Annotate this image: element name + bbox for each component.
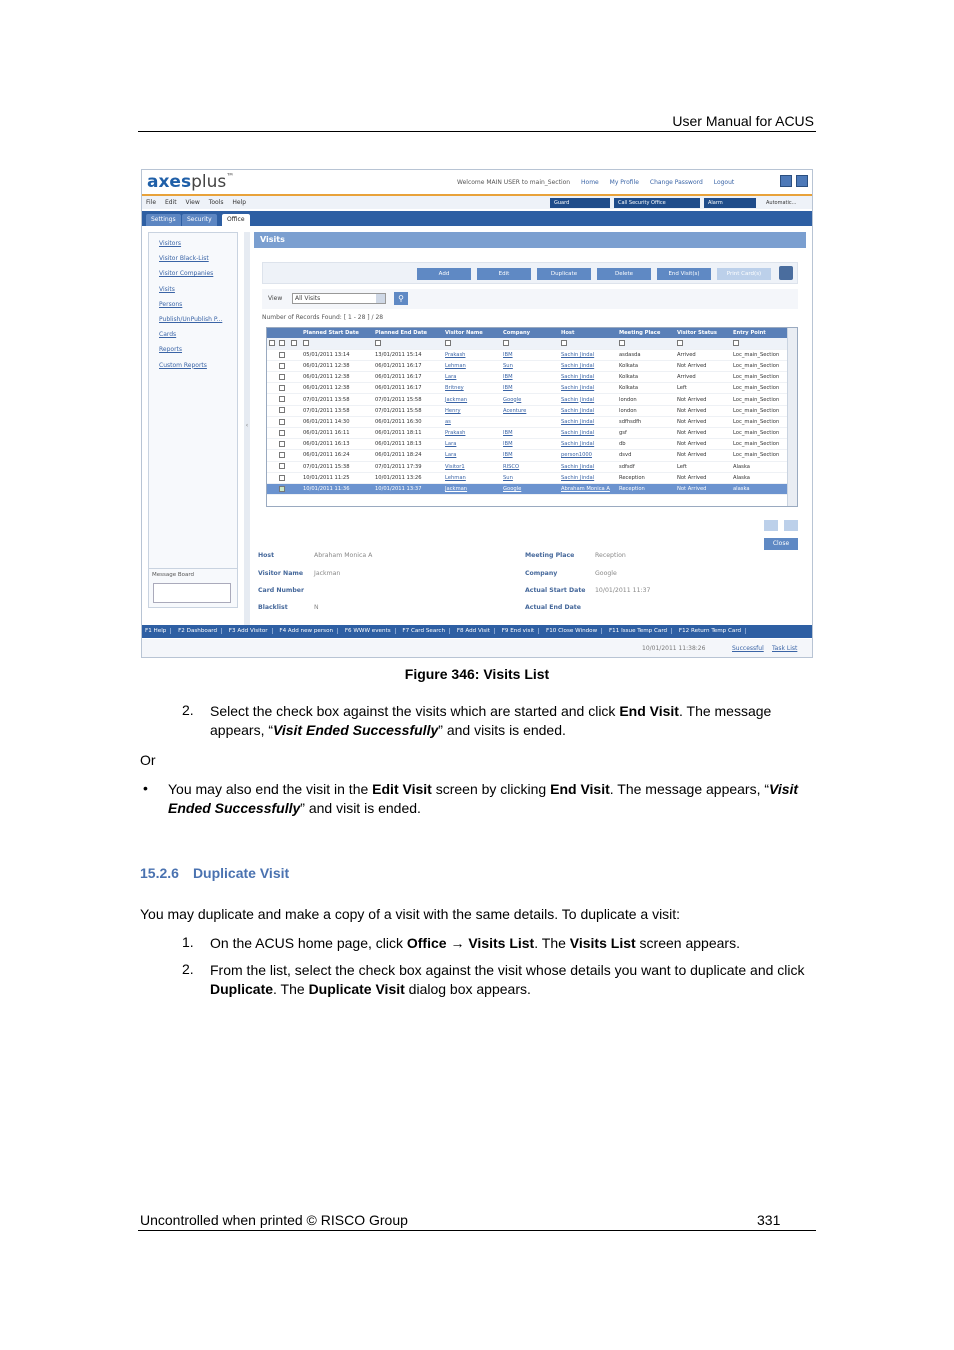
table-cell[interactable]: IBM xyxy=(501,383,559,394)
automatic-button[interactable]: Automatic... xyxy=(762,198,810,208)
table-cell: 06/01/2011 16:17 xyxy=(373,383,443,394)
filter-checkbox[interactable] xyxy=(445,340,451,346)
row-gutter-cell xyxy=(267,483,277,494)
detail-start: Actual Start Date 10/01/2011 11:37 xyxy=(525,587,651,594)
table-cell: Loc_main_Section xyxy=(731,405,787,416)
fkey-f4[interactable]: F4 Add new person xyxy=(279,628,338,634)
table-cell[interactable]: Sachin Jindal xyxy=(559,461,617,472)
table-row[interactable] xyxy=(267,483,787,494)
row-checkbox-cell xyxy=(277,394,289,405)
tab-security[interactable]: Security xyxy=(182,214,217,226)
table-cell: db xyxy=(617,439,675,450)
table-cell[interactable]: Lehman xyxy=(443,472,501,483)
fkey-f10[interactable]: F10 Close Window xyxy=(546,628,602,634)
detail-visitor: Visitor Name Jackman xyxy=(258,570,341,577)
row-gutter-cell xyxy=(289,416,301,427)
table-cell: Kolkata xyxy=(617,383,675,394)
row-checkbox-cell xyxy=(277,483,289,494)
detail-host: Host Abraham Monica A xyxy=(258,552,373,559)
table-cell[interactable]: IBM xyxy=(501,450,559,461)
table-cell: Arrived xyxy=(675,349,731,360)
table-cell[interactable]: Sachin Jindal xyxy=(559,349,617,360)
step-number: 2. xyxy=(182,961,194,977)
row-gutter-cell xyxy=(289,428,301,439)
row-gutter-cell xyxy=(267,472,277,483)
fkey-f6[interactable]: F6 WWW events xyxy=(345,628,396,634)
table-cell: Not Arrived xyxy=(675,450,731,461)
col-planned-start[interactable]: Planned Start Date xyxy=(301,328,373,338)
row-checkbox[interactable] xyxy=(279,396,285,402)
table-cell: 10/01/2011 11:36 xyxy=(301,483,373,494)
table-cell[interactable]: Google xyxy=(501,394,559,405)
row-checkbox-cell xyxy=(277,383,289,394)
table-cell: Loc_main_Section xyxy=(731,439,787,450)
sidebar-item-cards[interactable]: Cards xyxy=(159,331,177,339)
row-checkbox[interactable] xyxy=(279,419,285,425)
table-row[interactable] xyxy=(267,360,787,371)
table-cell[interactable]: Sachin Jindal xyxy=(559,360,617,371)
sidebar-item-visitors[interactable]: Visitors xyxy=(159,240,182,247)
table-cell: Reception xyxy=(617,472,675,483)
table-cell: 06/01/2011 12:38 xyxy=(301,372,373,383)
figure-caption: Figure 346: Visits List xyxy=(404,666,550,682)
row-gutter-cell xyxy=(289,405,301,416)
row-checkbox[interactable] xyxy=(279,430,285,436)
table-cell: 05/01/2011 13:14 xyxy=(301,349,373,360)
table-cell[interactable]: Sachin Jindal xyxy=(559,439,617,450)
sidebar-splitter[interactable]: ‹ xyxy=(244,232,250,632)
table-cell: 06/01/2011 16:11 xyxy=(301,428,373,439)
call-security-button[interactable]: Call Security Office xyxy=(614,198,700,208)
next-page-icon[interactable] xyxy=(784,520,798,531)
table-cell: 07/01/2011 15:38 xyxy=(301,461,373,472)
row-gutter-cell xyxy=(289,472,301,483)
task-list-link[interactable]: Task List xyxy=(772,645,798,652)
col-company[interactable]: Company xyxy=(501,328,559,338)
sidebar-item-publish[interactable]: Publish/UnPublish P... xyxy=(159,315,223,323)
sidebar-item-visitor-companies[interactable]: Visitor Companies xyxy=(159,270,214,278)
table-cell[interactable]: Sachin Jindal xyxy=(559,372,617,383)
menu-edit[interactable]: Edit xyxy=(164,199,177,206)
table-cell: Kolkata xyxy=(617,372,675,383)
menu-file[interactable]: File xyxy=(146,199,157,206)
fkey-f2[interactable]: F2 Dashboard xyxy=(178,628,222,634)
table-cell[interactable]: Sachin Jindal xyxy=(559,394,617,405)
table-cell: 06/01/2011 18:11 xyxy=(373,428,443,439)
row-checkbox[interactable] xyxy=(279,407,285,413)
table-row[interactable] xyxy=(267,461,787,472)
filter-checkbox[interactable] xyxy=(279,340,285,346)
row-checkbox[interactable] xyxy=(279,363,285,369)
row-checkbox[interactable] xyxy=(279,441,285,447)
print-cards-button[interactable]: Print Card(s) xyxy=(717,268,771,280)
grid-scrollbar[interactable] xyxy=(787,328,797,506)
table-cell[interactable]: RISCO xyxy=(501,461,559,472)
table-cell[interactable]: Jackman xyxy=(443,394,501,405)
visits-list-screenshot xyxy=(141,169,813,658)
table-cell: sdfsdf xyxy=(617,461,675,472)
step-number: 2. xyxy=(182,702,194,718)
table-cell: Loc_main_Section xyxy=(731,394,787,405)
table-cell[interactable]: Visitor1 xyxy=(443,461,501,472)
message-board-input[interactable] xyxy=(153,583,231,603)
bullet-text: You may also end the visit in the Edit Visit screen by clicking End Visit. The message appears, “Visit Ended Successfully” and visit is ended. xyxy=(168,781,799,816)
guard-button[interactable]: Guard xyxy=(550,198,610,208)
table-cell: 06/01/2011 18:24 xyxy=(373,450,443,461)
table-cell: 06/01/2011 16:17 xyxy=(373,360,443,371)
view-label: View xyxy=(268,295,283,302)
row-checkbox-cell xyxy=(277,450,289,461)
footer-copyright: Uncontrolled when printed © RISCO Group xyxy=(140,1212,408,1228)
filter-checkbox[interactable] xyxy=(291,340,297,346)
table-cell: 06/01/2011 12:38 xyxy=(301,360,373,371)
row-checkbox-cell xyxy=(277,360,289,371)
detail-blacklist: Blacklist N xyxy=(258,604,319,611)
menu-help[interactable]: Help xyxy=(232,199,247,206)
table-cell: Not Arrived xyxy=(675,360,731,371)
table-cell: 07/01/2011 13:58 xyxy=(301,394,373,405)
end-visits-button[interactable]: End Visit(s) xyxy=(657,268,711,280)
table-cell: 07/01/2011 17:39 xyxy=(373,461,443,472)
table-cell[interactable]: Lara xyxy=(443,450,501,461)
table-cell: 06/01/2011 18:13 xyxy=(373,439,443,450)
printer-icon[interactable] xyxy=(779,266,793,280)
table-cell: Alaska xyxy=(731,461,787,472)
fkey-f9[interactable]: F9 End visit xyxy=(502,628,540,634)
table-cell: london xyxy=(617,405,675,416)
table-cell: Not Arrived xyxy=(675,439,731,450)
table-cell: 06/01/2011 16:30 xyxy=(373,416,443,427)
table-cell[interactable]: Sachin Jindal xyxy=(559,428,617,439)
table-cell: london xyxy=(617,394,675,405)
fkey-f3[interactable]: F3 Add Visitor xyxy=(229,628,273,634)
table-cell: 06/01/2011 16:17 xyxy=(373,372,443,383)
table-cell[interactable]: Google xyxy=(501,483,559,494)
table-cell[interactable]: Lara xyxy=(443,372,501,383)
status-successful-link[interactable]: Successful xyxy=(732,645,764,652)
table-cell[interactable]: Prakash xyxy=(443,349,501,360)
row-gutter-cell xyxy=(289,360,301,371)
message-board xyxy=(148,568,238,608)
status-time: 10/01/2011 11:38:26 xyxy=(642,645,706,652)
step-text: Select the check box against the visits which are started and click End Visit. The message appears, “Visit Ended Successfully” and visits is ended. xyxy=(210,703,772,738)
table-cell: Not Arrived xyxy=(675,416,731,427)
table-cell: Not Arrived xyxy=(675,428,731,439)
alarm-button[interactable]: Alarm xyxy=(704,198,756,208)
close-button[interactable]: Close xyxy=(764,538,798,550)
row-gutter-cell xyxy=(289,349,301,360)
sidebar-item-visits[interactable]: Visits xyxy=(159,285,175,293)
visits-grid xyxy=(266,327,798,507)
row-gutter-cell xyxy=(289,461,301,472)
table-cell[interactable]: IBM xyxy=(501,428,559,439)
function-key-bar xyxy=(142,625,812,638)
table-row[interactable] xyxy=(267,405,787,416)
table-cell[interactable]: Sachin Jindal xyxy=(559,416,617,427)
table-cell: Arrived xyxy=(675,372,731,383)
col-host[interactable]: Host xyxy=(559,328,617,338)
table-row[interactable] xyxy=(267,416,787,427)
table-cell: 07/01/2011 15:58 xyxy=(373,394,443,405)
section-heading: 15.2.6 Duplicate Visit xyxy=(140,865,290,881)
search-icon[interactable]: ⚲ xyxy=(394,292,408,305)
table-cell[interactable]: Henry xyxy=(443,405,501,416)
table-cell[interactable]: Acenture xyxy=(501,405,559,416)
table-cell: Loc_main_Section xyxy=(731,360,787,371)
or-text: Or xyxy=(140,752,156,768)
logout-link[interactable]: Logout xyxy=(713,179,735,186)
panel-title: Visits xyxy=(254,232,806,248)
table-row[interactable] xyxy=(267,349,787,360)
sidebar-item-custom-reports[interactable]: Custom Reports xyxy=(159,361,207,369)
header-rule xyxy=(138,131,816,132)
table-cell: Not Arrived xyxy=(675,483,731,494)
row-checkbox[interactable] xyxy=(279,452,285,458)
table-cell: alaska xyxy=(731,483,787,494)
grid-header-row xyxy=(267,328,787,338)
row-checkbox-cell xyxy=(277,428,289,439)
table-cell[interactable]: Abraham Monica A xyxy=(559,483,617,494)
duplicate-button[interactable]: Duplicate xyxy=(537,268,591,280)
row-gutter-cell xyxy=(267,360,277,371)
fkey-f12[interactable]: F12 Return Temp Card xyxy=(679,628,746,634)
filter-checkbox[interactable] xyxy=(733,340,739,346)
top-links xyxy=(457,179,743,186)
tab-bar xyxy=(142,211,812,226)
row-gutter-cell xyxy=(267,383,277,394)
row-gutter-cell xyxy=(267,405,277,416)
sidebar-item-persons[interactable]: Persons xyxy=(159,300,183,308)
filter-checkbox[interactable] xyxy=(677,340,683,346)
filter-checkbox[interactable] xyxy=(303,340,309,346)
table-cell: 10/01/2011 13:37 xyxy=(373,483,443,494)
table-cell: Loc_main_Section xyxy=(731,383,787,394)
table-cell[interactable]: IBM xyxy=(501,439,559,450)
table-cell: 07/01/2011 15:58 xyxy=(373,405,443,416)
records-found: Number of Records Found: [ 1 - 28 ] / 28 xyxy=(262,314,384,321)
filter-row xyxy=(267,338,787,349)
table-cell[interactable]: Sachin Jindal xyxy=(559,472,617,483)
row-gutter-cell xyxy=(289,483,301,494)
page-number: 331 xyxy=(757,1212,781,1228)
table-cell: Loc_main_Section xyxy=(731,416,787,427)
row-gutter-cell xyxy=(267,372,277,383)
row-gutter-cell xyxy=(267,450,277,461)
menu-view[interactable]: View xyxy=(185,199,200,206)
row-gutter-cell xyxy=(267,349,277,360)
col-meeting-place[interactable]: Meeting Place xyxy=(617,328,675,338)
row-checkbox-cell xyxy=(277,416,289,427)
detail-card: Card Number xyxy=(258,587,305,594)
table-cell[interactable]: IBM xyxy=(501,349,559,360)
tab-office[interactable]: Office xyxy=(222,214,250,226)
row-gutter-cell xyxy=(267,461,277,472)
table-cell: Not Arrived xyxy=(675,472,731,483)
table-row[interactable] xyxy=(267,439,787,450)
table-cell[interactable]: person1000 xyxy=(559,450,617,461)
table-cell[interactable] xyxy=(501,416,559,427)
table-cell[interactable]: Lehman xyxy=(443,360,501,371)
menu-tools[interactable]: Tools xyxy=(208,199,224,206)
table-cell: sdfhsdfh xyxy=(617,416,675,427)
view-select[interactable]: All Visits xyxy=(292,293,386,304)
detail-meeting: Meeting Place Reception xyxy=(525,552,626,559)
table-cell: Alaska xyxy=(731,472,787,483)
col-visitor-name[interactable]: Visitor Name xyxy=(443,328,501,338)
filter-checkbox[interactable] xyxy=(503,340,509,346)
row-checkbox[interactable] xyxy=(279,463,285,469)
message-board-label: Message Board xyxy=(152,572,195,578)
table-cell: 13/01/2011 15:14 xyxy=(373,349,443,360)
tab-settings[interactable]: Settings xyxy=(146,214,181,226)
table-cell: asdasda xyxy=(617,349,675,360)
table-cell: Left xyxy=(675,461,731,472)
col-visitor-status[interactable]: Visitor Status xyxy=(675,328,731,338)
step-text: On the ACUS home page, click Office → Visits List. The Visits List screen appears. xyxy=(210,935,740,951)
row-gutter-cell xyxy=(289,394,301,405)
edit-button[interactable]: Edit xyxy=(477,268,531,280)
table-cell: 10/01/2011 11:25 xyxy=(301,472,373,483)
action-toolbar xyxy=(262,262,798,284)
filter-checkbox[interactable] xyxy=(375,340,381,346)
step-text: From the list, select the check box against the visit whose details you want to duplicate and click Duplicate. The Duplicate Visit dialog box appears. xyxy=(210,962,805,997)
table-cell: Not Arrived xyxy=(675,394,731,405)
table-cell[interactable]: Britney xyxy=(443,383,501,394)
table-cell[interactable]: Sun xyxy=(501,360,559,371)
row-gutter-cell xyxy=(289,383,301,394)
row-gutter-cell xyxy=(289,372,301,383)
footer-rule xyxy=(138,1230,816,1231)
my-profile-link[interactable]: My Profile xyxy=(609,179,639,186)
row-gutter-cell xyxy=(267,394,277,405)
row-checkbox[interactable] xyxy=(279,374,285,380)
table-row[interactable] xyxy=(267,472,787,483)
filter-checkbox[interactable] xyxy=(619,340,625,346)
row-checkbox[interactable] xyxy=(279,352,285,358)
row-gutter-cell xyxy=(289,439,301,450)
table-row[interactable] xyxy=(267,372,787,383)
status-bar xyxy=(142,639,812,657)
row-gutter-cell xyxy=(267,416,277,427)
table-row[interactable] xyxy=(267,450,787,461)
table-cell: Loc_main_Section xyxy=(731,450,787,461)
detail-end: Actual End Date xyxy=(525,604,581,611)
add-button[interactable]: Add xyxy=(417,268,471,280)
table-cell: 06/01/2011 16:24 xyxy=(301,450,373,461)
table-cell: Loc_main_Section xyxy=(731,428,787,439)
delete-button[interactable]: Delete xyxy=(597,268,651,280)
table-row[interactable] xyxy=(267,394,787,405)
fkey-f8[interactable]: F8 Add Visit xyxy=(457,628,495,634)
bullet-symbol: • xyxy=(143,780,148,796)
table-cell: dsvd xyxy=(617,450,675,461)
row-gutter-cell xyxy=(267,439,277,450)
table-cell: 10/01/2011 13:26 xyxy=(373,472,443,483)
axesplus-logo: axesplus™ xyxy=(147,172,235,192)
table-cell: Loc_main_Section xyxy=(731,372,787,383)
table-cell[interactable]: Prakash xyxy=(443,428,501,439)
filter-checkbox[interactable] xyxy=(561,340,567,346)
row-checkbox-cell xyxy=(277,439,289,450)
sidebar-item-visitor-black-list[interactable]: Visitor Black-List xyxy=(159,255,209,263)
table-cell: gsf xyxy=(617,428,675,439)
table-cell[interactable]: as xyxy=(443,416,501,427)
prev-page-icon[interactable] xyxy=(764,520,778,531)
home-link[interactable]: Home xyxy=(581,179,599,186)
table-cell[interactable]: Sachin Jindal xyxy=(559,405,617,416)
table-cell[interactable]: Sachin Jindal xyxy=(559,383,617,394)
table-cell: Kolkata xyxy=(617,360,675,371)
intro-paragraph: You may duplicate and make a copy of a visit with the same details. To duplicate a visit: xyxy=(140,906,681,922)
step-number: 1. xyxy=(182,934,194,950)
table-cell: 06/01/2011 12:38 xyxy=(301,383,373,394)
fkey-f7[interactable]: F7 Card Search xyxy=(402,628,450,634)
fkey-f1[interactable]: F1 Help xyxy=(145,628,171,634)
row-gutter-cell xyxy=(267,428,277,439)
table-cell: Not Arrived xyxy=(675,405,731,416)
table-cell: 07/01/2011 13:58 xyxy=(301,405,373,416)
office-sidebar xyxy=(148,232,238,582)
minimize-icon[interactable] xyxy=(780,175,792,187)
table-row[interactable] xyxy=(267,383,787,394)
table-cell: Left xyxy=(675,383,731,394)
row-checkbox[interactable] xyxy=(279,486,285,492)
row-checkbox-cell xyxy=(277,461,289,472)
table-cell[interactable]: Lara xyxy=(443,439,501,450)
table-cell[interactable]: Jackman xyxy=(443,483,501,494)
sidebar-item-reports[interactable]: Reports xyxy=(159,346,183,354)
col-entry-point[interactable]: Entry Point xyxy=(731,328,787,338)
col-planned-end[interactable]: Planned End Date xyxy=(373,328,443,338)
row-checkbox-cell xyxy=(277,349,289,360)
table-cell: 06/01/2011 14:30 xyxy=(301,416,373,427)
app-title-bar xyxy=(142,170,812,196)
row-checkbox-cell xyxy=(277,472,289,483)
row-checkbox-cell xyxy=(277,405,289,416)
row-gutter-cell xyxy=(289,450,301,461)
table-cell[interactable]: IBM xyxy=(501,372,559,383)
table-cell[interactable]: Sun xyxy=(501,472,559,483)
row-checkbox[interactable] xyxy=(279,385,285,391)
fkey-f11[interactable]: F11 Issue Temp Card xyxy=(609,628,672,634)
table-cell: Reception xyxy=(617,483,675,494)
visit-details xyxy=(254,552,806,622)
detail-company: Company Google xyxy=(525,570,617,577)
welcome-text: Welcome MAIN USER to main_Section xyxy=(457,179,571,186)
table-cell: Loc_main_Section xyxy=(731,349,787,360)
table-cell: 06/01/2011 16:13 xyxy=(301,439,373,450)
change-password-link[interactable]: Change Password xyxy=(649,179,703,186)
visits-panel xyxy=(254,232,806,638)
running-header: User Manual for ACUS xyxy=(672,113,814,129)
close-icon[interactable] xyxy=(796,175,808,187)
view-filter-bar xyxy=(262,289,798,309)
table-row[interactable] xyxy=(267,428,787,439)
filter-checkbox[interactable] xyxy=(269,340,275,346)
row-checkbox[interactable] xyxy=(279,475,285,481)
row-checkbox-cell xyxy=(277,372,289,383)
